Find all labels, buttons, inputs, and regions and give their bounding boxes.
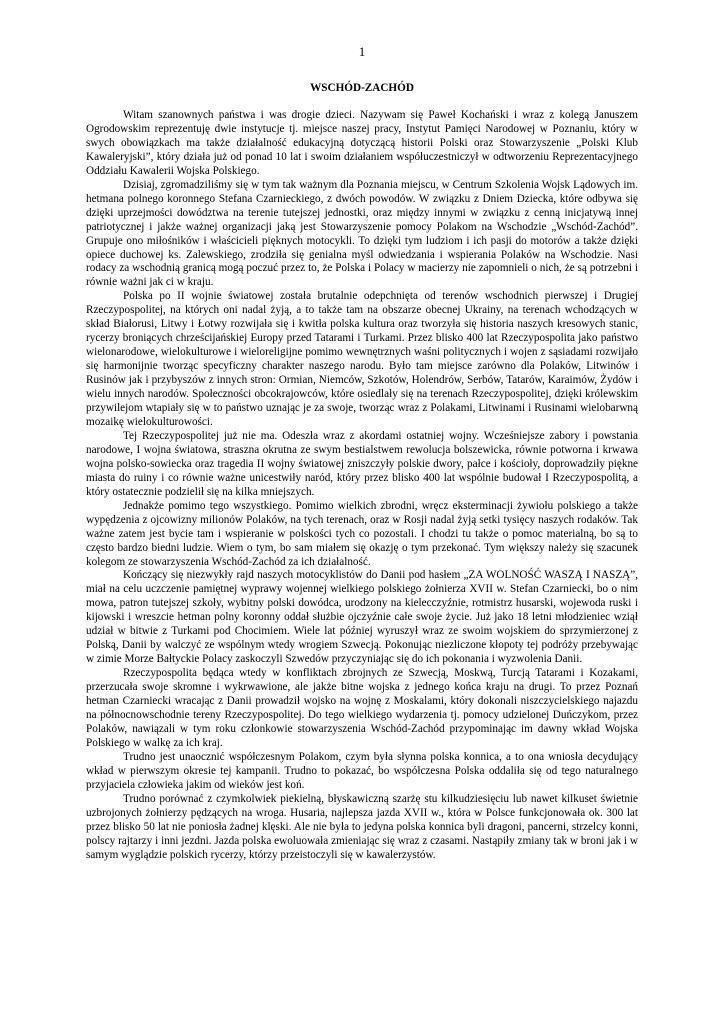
paragraph: Tej Rzeczypospolitej już nie ma. Odeszła wraz z akordami ostatniej wojny. Wcześniejsze zabory i powstania narodowe, I wojna światowa, straszna okrutna ze swym bestialstwem rewolucja bolszewicka, równie potworna i krwawa wojna polsko-sowiecka oraz tragedia II wojny światowej zniszczyły polskie dwory, pałce i kościoły, doprowadziły piękne miasta do ruiny i co równie ważne unicestwiły naród, który przez blisko 400 lat wspólnie budował I Rzeczypospolitą, a który ostatecznie podzielił się na kilka mniejszych. [86, 429, 638, 498]
document-body [86, 109, 638, 862]
paragraph: Dzisiaj, zgromadziliśmy się w tym tak ważnym dla Poznania miejscu, w Centrum Szkolenia Wojsk Lądowych im. hetmana polnego koronnego Stefana Czarnieckiego, z dwóch powodów. W związku z Dniem Dziecka, które odbywa się dzięki uprzejmości dowództwa na terenie tutejszej jednostki, oraz między innymi w związku z cenną inicjatywą innej patriotycznej i jakże ważnej organizacji jaką jest Stowarzyszenie pomocy Polakom na Wschodzie „Wschód-Zachód”. Grupuje ono miłośników i właścicieli pięknych motocykli. To dzięki tym ludziom i ich pasji do motorów a także dzięki opiece duchowej ks. Zalewskiego, zrodziła się genialna myśl odwiedzania i wspierania Polaków na Wschodzie. Nasi rodacy za wschodnią granicą mogą poczuć przez to, że Polska i Polacy w macierzy nie zapomnieli o nich, że są potrzebni i równie ważni jak ci w kraju. [86, 178, 638, 289]
paragraph: Jednakże pomimo tego wszystkiego. Pomimo wielkich zbrodni, wręcz eksterminacji żywiołu polskiego a także wypędzenia z ojcowizny milionów Polaków, na tych terenach, oraz w Rosji nadal żyją setki tysięcy naszych rodaków. Tak ważne zatem jest bycie tam i wspieranie w polskości tych co pozostali. I chodzi tu także o pomoc materialną, bo są to często bardzo biedni ludzie. Wiem o tym, bo sam miałem się okazję o tym przekonać. Tym większy należy się szacunek kolegom ze stowarzyszenia Wschód-Zachód za ich działalność. [86, 499, 638, 568]
paragraph: Trudno porównać z czymkolwiek piekielną, błyskawiczną szarżę stu kilkudziesięciu lub nawet kilkuset świetnie uzbrojonych żołnierzy pędzących na wroga. Husaria, najlepsza jazda XVII w., która w Polsce funkcjonowała ok. 300 lat przez blisko 50 lat nie poniosła żadnej klęski. Ale nie była to jedyna polska konnica byli dragoni, pancerni, strzelcy konni, polscy rajtarzy i inni jezdni. Jazda polska ewoluowała zmieniając się wraz z czasami. Nastąpiły zmiany tak w broni jak i w samym wyglądzie polskich rycerzy, którzy przeistoczyli się w kawalerzystów. [86, 792, 638, 861]
paragraph: Kończący się niezwykły rajd naszych motocyklistów do Danii pod hasłem „ZA WOLNOŚĆ WASZĄ I NASZĄ”, miał na celu uczczenie pamiętnej wyprawy wojennej wielkiego polskiego żołnierza XVII w. Stefan Czarniecki, bo o nim mowa, patron tutejszej szkoły, wybitny polski dowódca, urodzony na kielecczyźnie, rotmistrz husarski, wojewoda ruski i kijowski i wreszcie hetman polny koronny oddał służbie ojczyźnie całe swoje życie. Już jako 18 letni młodzieniec wziął udział w bitwie z Turkami pod Chocimiem. Wiele lat później wyruszył wraz ze swoim wojskiem do sprzymierzonej z Polską, Danii by walczyć ze wspólnym wtedy wrogiem Szwecją. Pokonując niezliczone kłopoty tej podróży przebywając w zimie Morze Bałtyckie Polacy zaskoczyli Szwedów przyczyniając się do ich pokonania i wyzwolenia Danii. [86, 569, 638, 666]
document-title: WSCHÓD-ZACHÓD [310, 82, 414, 94]
paragraph: Witam szanownych państwa i was drogie dzieci. Nazywam się Paweł Kochański i wraz z kolegą Januszem Ogrodowskim reprezentuję dwie instytucje tj. miejsce naszej pracy, Instytut Pamięci Narodowej w Poznaniu, który w swych obowiązkach ma także działalność edukacyjną dotyczącą historii Polski oraz Stowarzyszenie „Polski Klub Kawaleryjski”, który działa już od ponad 10 lat i swoim działaniem współuczestniczył w odtworzeniu Reprezentacyjnego Oddziału Kawalerii Wojska Polskiego. [86, 109, 638, 177]
paragraph: Polska po II wojnie światowej została brutalnie odepchnięta od terenów wschodnich pierwszej i Drugiej Rzeczypospolitej, na których oni nadal żyją, a to także tam na obszarze obecnej Ukrainy, na terenach wchodzących w skład Białorusi, Litwy i Łotwy rozwijała się i kwitła polska kultura oraz tworzyła się historia naszych kresowych stanic, rycerzy broniących chrześcijańskiej Europy przed Tatarami i Turkami. Przez blisko 400 lat Rzeczypospolita jako państwo wielonarodowe, wielokulturowe i wieloreligijne pomimo wewnętrznych waśni politycznych i wojen z sąsiadami rozwijało się harmonijnie tworząc specyficzny charakter naszego narodu. Było tam miejsce zarówno dla Polaków, Litwinów i Rusinów jak i przybyszów z innych stron: Ormian, Niemców, Szkotów, Holendrów, Serbów, Tatarów, Karaimów, Żydów i wielu innych narodów. Społeczności obcokrajowców, które osiedlały się na terenach Rzeczypospolitej, dzięki królewskim przywilejom wtapiały się w to państwo uznając je za swoje, tworząc wraz z Polakami, Litwinami i Rusinami wielobarwną mozaikę wielokulturowości. [86, 290, 638, 428]
paragraph: Trudno jest unaocznić współczesnym Polakom, czym była słynna polska konnica, a to ona wniosła decydujący wkład w pierwszym okresie tej kampanii. Trudno to pokazać, bo współczesna Polska oddaliła się od tego naturalnego przyjaciela człowieka jakim od wieków jest koń. [86, 750, 638, 791]
page-number: 1 [358, 44, 366, 59]
paragraph: Rzeczypospolita będąca wtedy w konfliktach zbrojnych ze Szwecją, Moskwą, Turcją Tatarami i Kozakami, przerzucała swoje skromne i wykrwawione, ale jakże bitne wojska z jednego końca kraju na drugi. To przez Poznań hetman Czarniecki wracając z Danii prowadził wojsko na wojnę z Moskalami, który dokonali niszczycielskiego najazdu na północnowschodnie tereny Rzeczypospolitej. Do tego wielkiego wydarzenia tj. pomocy udzielonej Duńczykom, przez Polaków, nawiązali w tym roku członkowie stowarzyszenia Wschód-Zachód przypominając im dawny wkład Wojska Polskiego w walkę za ich kraj. [86, 667, 638, 749]
